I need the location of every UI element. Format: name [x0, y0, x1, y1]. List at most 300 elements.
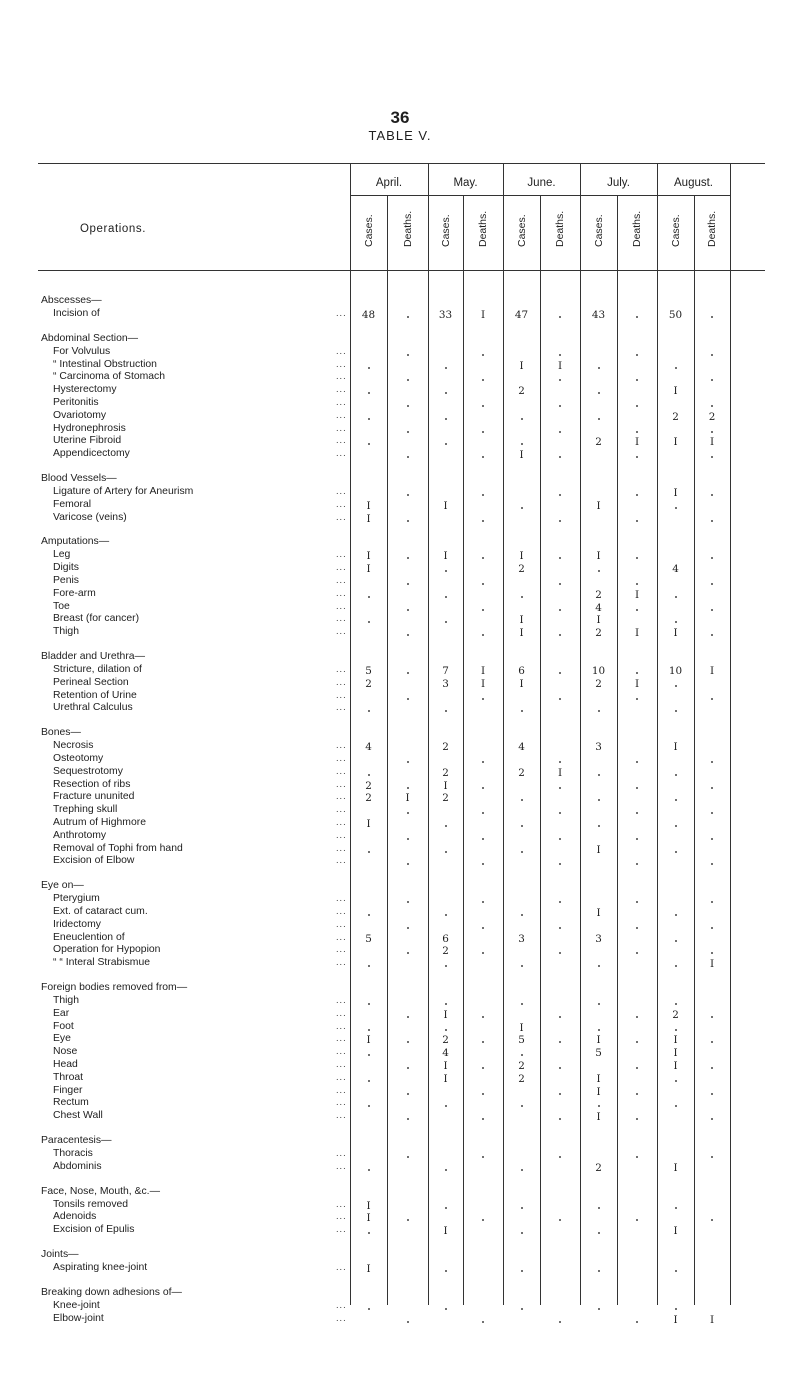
cases-value: I	[673, 627, 678, 640]
leader-dots: ...	[336, 856, 347, 866]
deaths-column-header: Deaths.	[631, 210, 643, 247]
leader-dots: ...	[336, 665, 347, 674]
empty-cell-dot	[711, 927, 713, 929]
empty-cell-dot	[407, 838, 409, 840]
operation-label: Eneuclention of	[53, 931, 125, 943]
empty-cell-dot	[559, 672, 561, 674]
cases-value: I	[519, 449, 524, 462]
empty-cell-dot	[407, 354, 409, 356]
empty-cell-dot	[445, 1003, 447, 1005]
cases-value: I	[596, 1034, 601, 1047]
operation-label: Knee-joint	[53, 1299, 100, 1311]
cases-value: 6	[518, 665, 525, 677]
empty-cell-dot	[711, 1067, 713, 1069]
empty-cell-dot	[482, 634, 484, 636]
empty-cell-dot	[482, 583, 484, 585]
leader-dots: ...	[336, 512, 347, 522]
operation-label: Pterygium	[53, 893, 100, 905]
empty-cell-dot	[559, 379, 561, 381]
operation-label: Necrosis	[53, 740, 94, 752]
empty-cell-dot	[445, 825, 447, 827]
cases-value: I	[443, 1008, 448, 1021]
empty-cell-dot	[407, 761, 409, 763]
empty-cell-dot	[482, 1118, 484, 1120]
leader-dots: ...	[336, 487, 347, 496]
leader-dots: ...	[336, 1212, 347, 1222]
empty-cell-dot	[636, 1156, 638, 1158]
operation-label: Osteotomy	[53, 753, 104, 764]
cases-value: 5	[365, 665, 372, 677]
empty-cell-dot	[636, 1016, 638, 1018]
month-label: April.	[375, 177, 403, 189]
empty-cell-dot	[598, 799, 600, 801]
cases-value: 43	[591, 309, 606, 321]
empty-cell-dot	[711, 787, 713, 789]
operation-label: Operation for Hypopion	[53, 944, 161, 956]
column-rule	[428, 163, 429, 1305]
empty-cell-dot	[711, 1219, 713, 1221]
empty-cell-dot	[482, 405, 484, 407]
leader-dots: ...	[336, 779, 347, 789]
empty-cell-dot	[482, 354, 484, 356]
column-rule	[617, 195, 618, 1305]
section-heading: Eye on—	[41, 880, 84, 892]
cases-value: 47	[514, 309, 529, 321]
operation-label: Leg	[53, 549, 71, 561]
section-heading: Bladder and Urethra—	[41, 651, 145, 662]
empty-cell-dot	[482, 952, 484, 954]
empty-cell-dot	[675, 1207, 677, 1209]
empty-cell-dot	[598, 1105, 600, 1107]
operations-header: Operations.	[80, 223, 147, 235]
empty-cell-dot	[482, 557, 484, 559]
empty-cell-dot	[368, 392, 370, 394]
empty-cell-dot	[559, 634, 561, 636]
empty-cell-dot	[521, 799, 523, 801]
empty-cell-dot	[636, 405, 638, 407]
operation-label: Ext. of cataract cum.	[53, 906, 148, 917]
leader-dots: ...	[336, 627, 347, 637]
empty-cell-dot	[368, 1169, 370, 1171]
empty-cell-dot	[711, 557, 713, 559]
empty-cell-dot	[445, 710, 447, 712]
empty-cell-dot	[445, 965, 447, 967]
operation-label: Adenoids	[53, 1211, 97, 1223]
empty-cell-dot	[636, 583, 638, 585]
empty-cell-dot	[636, 1219, 638, 1221]
empty-cell-dot	[711, 431, 713, 433]
leader-dots: ...	[336, 309, 347, 318]
empty-cell-dot	[445, 1270, 447, 1272]
cases-value: I	[596, 614, 601, 627]
operation-label: Tonsils removed	[53, 1198, 129, 1210]
leader-dots: ...	[336, 346, 347, 356]
empty-cell-dot	[407, 634, 409, 636]
empty-cell-dot	[445, 1169, 447, 1171]
empty-cell-dot	[445, 367, 447, 369]
empty-cell-dot	[521, 1169, 523, 1171]
empty-cell-dot	[559, 456, 561, 458]
cases-value: I	[673, 436, 678, 449]
cases-value: 4	[365, 741, 372, 754]
cases-value: 5	[595, 1047, 602, 1060]
cases-value: 2	[595, 436, 602, 449]
empty-cell-dot	[711, 609, 713, 611]
empty-cell-dot	[407, 583, 409, 585]
cases-value: 2	[442, 792, 449, 805]
leader-dots: ...	[336, 754, 347, 763]
deaths-column-header: Deaths.	[706, 210, 718, 247]
empty-cell-dot	[559, 1118, 561, 1120]
operation-label: Ovariotomy	[53, 409, 107, 421]
cases-value: I	[673, 741, 678, 754]
cases-value: 3	[595, 932, 602, 945]
operation-label: Removal of Tophi from hand	[53, 842, 183, 854]
empty-cell-dot	[675, 367, 677, 369]
cases-value: 2	[518, 1072, 525, 1085]
cases-value: I	[596, 843, 601, 856]
empty-cell-dot	[675, 825, 677, 827]
empty-cell-dot	[521, 1054, 523, 1056]
leader-dots: ...	[336, 410, 347, 420]
empty-cell-dot	[636, 1118, 638, 1120]
cases-value: 48	[361, 309, 376, 321]
section-heading: Joints—	[41, 1249, 79, 1260]
empty-cell-dot	[407, 901, 409, 903]
empty-cell-dot	[445, 392, 447, 394]
empty-cell-dot	[559, 952, 561, 954]
empty-cell-dot	[407, 379, 409, 381]
empty-cell-dot	[521, 1003, 523, 1005]
empty-cell-dot	[407, 1041, 409, 1043]
operation-label: Thigh	[53, 626, 79, 638]
cases-value: I	[443, 550, 448, 563]
operation-label: Trephing skull	[53, 804, 118, 816]
leader-dots: ...	[336, 677, 347, 687]
cases-value: 4	[595, 601, 602, 614]
cases-value: I	[366, 1034, 371, 1047]
cases-value: I	[366, 499, 371, 512]
empty-cell-dot	[445, 621, 447, 623]
cases-value: 4	[672, 563, 679, 576]
empty-cell-dot	[598, 774, 600, 776]
leader-dots: ...	[336, 741, 347, 751]
cases-column-header: Cases.	[592, 214, 605, 247]
leader-dots: ...	[336, 996, 347, 1005]
cases-value: I	[366, 1212, 371, 1225]
operation-label: Ear	[53, 1007, 70, 1019]
empty-cell-dot	[675, 851, 677, 853]
operation-label: Penis	[53, 575, 79, 586]
empty-cell-dot	[711, 1016, 713, 1018]
empty-cell-dot	[368, 367, 370, 369]
operation-label: Thigh	[53, 995, 79, 1006]
cases-value: I	[596, 499, 601, 512]
empty-cell-dot	[675, 685, 677, 687]
cases-value: 2	[595, 1161, 602, 1174]
leader-dots: ...	[336, 1021, 347, 1031]
leader-dots: ...	[336, 1034, 347, 1044]
cases-value: 2	[518, 385, 525, 398]
empty-cell-dot	[559, 520, 561, 522]
empty-cell-dot	[711, 698, 713, 700]
cases-column-header: Cases.	[669, 214, 682, 247]
section-heading: Breaking down adhesions of—	[41, 1286, 182, 1298]
empty-cell-dot	[636, 927, 638, 929]
operation-label: Peritonitis	[53, 397, 99, 408]
empty-cell-dot	[711, 761, 713, 763]
empty-cell-dot	[407, 456, 409, 458]
cases-column-header: Cases.	[439, 214, 452, 247]
empty-cell-dot	[407, 431, 409, 433]
cases-value: I	[366, 818, 371, 830]
operation-label: Throat	[53, 1071, 84, 1083]
empty-cell-dot	[711, 1093, 713, 1095]
leader-dots: ...	[336, 372, 347, 382]
month-label: July.	[607, 177, 630, 189]
empty-cell-dot	[521, 965, 523, 967]
leader-dots: ...	[336, 614, 347, 624]
cases-value: I	[519, 627, 524, 640]
column-rule	[580, 163, 581, 1305]
empty-cell-dot	[598, 392, 600, 394]
empty-cell-dot	[598, 418, 600, 420]
empty-cell-dot	[482, 812, 484, 814]
cases-value: I	[519, 614, 524, 627]
empty-cell-dot	[407, 520, 409, 522]
empty-cell-dot	[636, 1041, 638, 1043]
leader-dots: ...	[336, 843, 347, 853]
operation-label: Abdominis	[53, 1160, 102, 1172]
operation-label: Perineal Section	[53, 676, 129, 688]
column-rule	[657, 163, 658, 1305]
empty-cell-dot	[711, 456, 713, 458]
operation-label: Sequestrotomy	[53, 765, 123, 777]
empty-cell-dot	[598, 570, 600, 572]
empty-cell-dot	[598, 1270, 600, 1272]
empty-cell-dot	[711, 634, 713, 636]
cases-value: I	[596, 1085, 601, 1098]
cases-value: 7	[442, 665, 449, 677]
empty-cell-dot	[598, 1308, 600, 1310]
empty-cell-dot	[482, 456, 484, 458]
column-rule	[730, 163, 731, 1305]
empty-cell-dot	[407, 1321, 409, 1323]
empty-cell-dot	[521, 507, 523, 509]
cases-value: I	[366, 550, 371, 563]
empty-cell-dot	[407, 557, 409, 559]
empty-cell-dot	[445, 1029, 447, 1031]
empty-cell-dot	[636, 901, 638, 903]
leader-dots: ...	[336, 818, 347, 827]
cases-value: 10	[591, 665, 606, 677]
operation-label: Ligature of Artery for Aneurism	[53, 486, 194, 497]
cases-value: 5	[518, 1034, 525, 1047]
empty-cell-dot	[407, 1093, 409, 1095]
empty-cell-dot	[445, 1105, 447, 1107]
cases-value: 4	[518, 741, 525, 754]
operation-label: Hysterectomy	[53, 384, 117, 396]
empty-cell-dot	[445, 570, 447, 572]
empty-cell-dot	[711, 1156, 713, 1158]
empty-cell-dot	[521, 1105, 523, 1107]
cases-value: 5	[365, 932, 372, 945]
leader-dots: ...	[336, 1085, 347, 1095]
cases-value: 3	[518, 932, 525, 945]
empty-cell-dot	[445, 596, 447, 598]
leader-dots: ...	[336, 1263, 347, 1272]
month-label: June.	[527, 177, 556, 189]
empty-cell-dot	[559, 863, 561, 865]
empty-cell-dot	[675, 965, 677, 967]
operation-label: “ Intestinal Obstruction	[53, 358, 157, 370]
empty-cell-dot	[368, 418, 370, 420]
column-rule	[463, 195, 464, 1305]
cases-value: I	[673, 1060, 678, 1072]
empty-cell-dot	[521, 710, 523, 712]
operation-label: Iridectomy	[53, 918, 101, 930]
deaths-value: I	[709, 1313, 715, 1326]
empty-cell-dot	[636, 952, 638, 954]
empty-cell-dot	[598, 1003, 600, 1005]
deaths-column-header: Deaths.	[401, 210, 414, 247]
cases-value: I	[366, 512, 371, 525]
empty-cell-dot	[711, 863, 713, 865]
deaths-value: I	[634, 588, 640, 601]
empty-cell-dot	[559, 583, 561, 585]
empty-cell-dot	[711, 405, 713, 407]
empty-cell-dot	[521, 1232, 523, 1234]
deaths-value: I	[709, 665, 715, 677]
empty-cell-dot	[368, 1029, 370, 1031]
operation-label: Digits	[53, 562, 79, 574]
empty-cell-dot	[711, 354, 713, 356]
operation-label: Incision of	[53, 308, 100, 319]
operation-label: Finger	[53, 1084, 83, 1096]
operation-label: Retention of Urine	[53, 689, 137, 701]
empty-cell-dot	[636, 698, 638, 700]
deaths-column-header: Deaths.	[554, 210, 566, 247]
cases-value: 4	[442, 1047, 449, 1060]
operation-label: For Volvulus	[53, 345, 111, 357]
operation-label: Fracture ununited	[53, 791, 135, 803]
empty-cell-dot	[598, 367, 600, 369]
empty-cell-dot	[445, 1308, 447, 1310]
cases-value: 2	[595, 588, 602, 601]
operation-label: Autrum of Highmore	[53, 817, 146, 828]
cases-value: 2	[595, 677, 602, 690]
cases-value: 2	[672, 410, 679, 423]
column-rule	[350, 163, 351, 1305]
empty-cell-dot	[368, 443, 370, 445]
empty-cell-dot	[559, 494, 561, 496]
leader-dots: ...	[336, 907, 347, 916]
empty-cell-dot	[407, 812, 409, 814]
deaths-value: I	[634, 677, 640, 690]
empty-cell-dot	[445, 1207, 447, 1209]
empty-cell-dot	[482, 1041, 484, 1043]
leader-dots: ...	[336, 550, 347, 560]
empty-cell-dot	[636, 812, 638, 814]
cases-value: I	[673, 1047, 678, 1060]
cases-value: I	[443, 1225, 448, 1238]
operation-label: Nose	[53, 1046, 78, 1058]
column-rule	[387, 195, 388, 1305]
operation-label: “ Carcinoma of Stomach	[53, 371, 166, 383]
section-heading: Amputations—	[41, 536, 110, 548]
leader-dots: ...	[336, 894, 347, 904]
leader-dots: ...	[336, 792, 347, 802]
section-heading: Paracentesis—	[41, 1135, 112, 1146]
empty-cell-dot	[482, 838, 484, 840]
operation-label: Hydronephrosis	[53, 422, 126, 434]
empty-cell-dot	[482, 1093, 484, 1095]
cases-value: I	[366, 563, 371, 576]
empty-cell-dot	[711, 1041, 713, 1043]
empty-cell-dot	[407, 1219, 409, 1221]
empty-cell-dot	[711, 379, 713, 381]
empty-cell-dot	[675, 1029, 677, 1031]
leader-dots: ...	[336, 1008, 347, 1018]
table-title: TABLE V.	[368, 128, 432, 143]
empty-cell-dot	[559, 761, 561, 763]
leader-dots: ...	[336, 499, 347, 509]
cases-value: 2	[595, 627, 602, 640]
cases-value: I	[673, 385, 678, 398]
empty-cell-dot	[407, 609, 409, 611]
operation-label: Appendicectomy	[53, 448, 130, 460]
empty-cell-dot	[675, 940, 677, 942]
empty-cell-dot	[636, 1321, 638, 1323]
operation-label: “ “ Interal Strabismue	[53, 957, 151, 969]
empty-cell-dot	[636, 494, 638, 496]
leader-dots: ...	[336, 958, 347, 968]
operation-label: Rectum	[53, 1097, 89, 1109]
leader-dots: ...	[336, 385, 347, 395]
cases-value: 2	[365, 792, 372, 805]
empty-cell-dot	[368, 1054, 370, 1056]
leader-dots: ...	[336, 563, 347, 573]
cases-value: I	[366, 1263, 371, 1275]
empty-cell-dot	[482, 431, 484, 433]
leader-dots: ...	[336, 1098, 347, 1108]
month-label: August.	[674, 177, 713, 189]
leader-dots: ...	[336, 945, 347, 955]
leader-dots: ...	[336, 359, 347, 369]
empty-cell-dot	[482, 520, 484, 522]
empty-cell-dot	[559, 557, 561, 559]
cases-value: I	[673, 1161, 678, 1174]
empty-cell-dot	[407, 927, 409, 929]
operation-label: Fore-arm	[53, 587, 96, 599]
empty-cell-dot	[711, 812, 713, 814]
column-rule	[540, 195, 541, 1305]
section-heading: Bones—	[41, 727, 81, 739]
empty-cell-dot	[407, 1118, 409, 1120]
empty-cell-dot	[368, 1308, 370, 1310]
empty-cell-dot	[711, 838, 713, 840]
empty-cell-dot	[482, 1067, 484, 1069]
operation-label: Toe	[53, 600, 70, 612]
deaths-value: I	[405, 792, 410, 805]
cases-value: I	[596, 907, 601, 919]
empty-cell-dot	[407, 863, 409, 865]
empty-cell-dot	[711, 520, 713, 522]
deaths-value: I	[557, 766, 563, 779]
empty-cell-dot	[521, 825, 523, 827]
empty-cell-dot	[559, 838, 561, 840]
empty-cell-dot	[368, 851, 370, 853]
